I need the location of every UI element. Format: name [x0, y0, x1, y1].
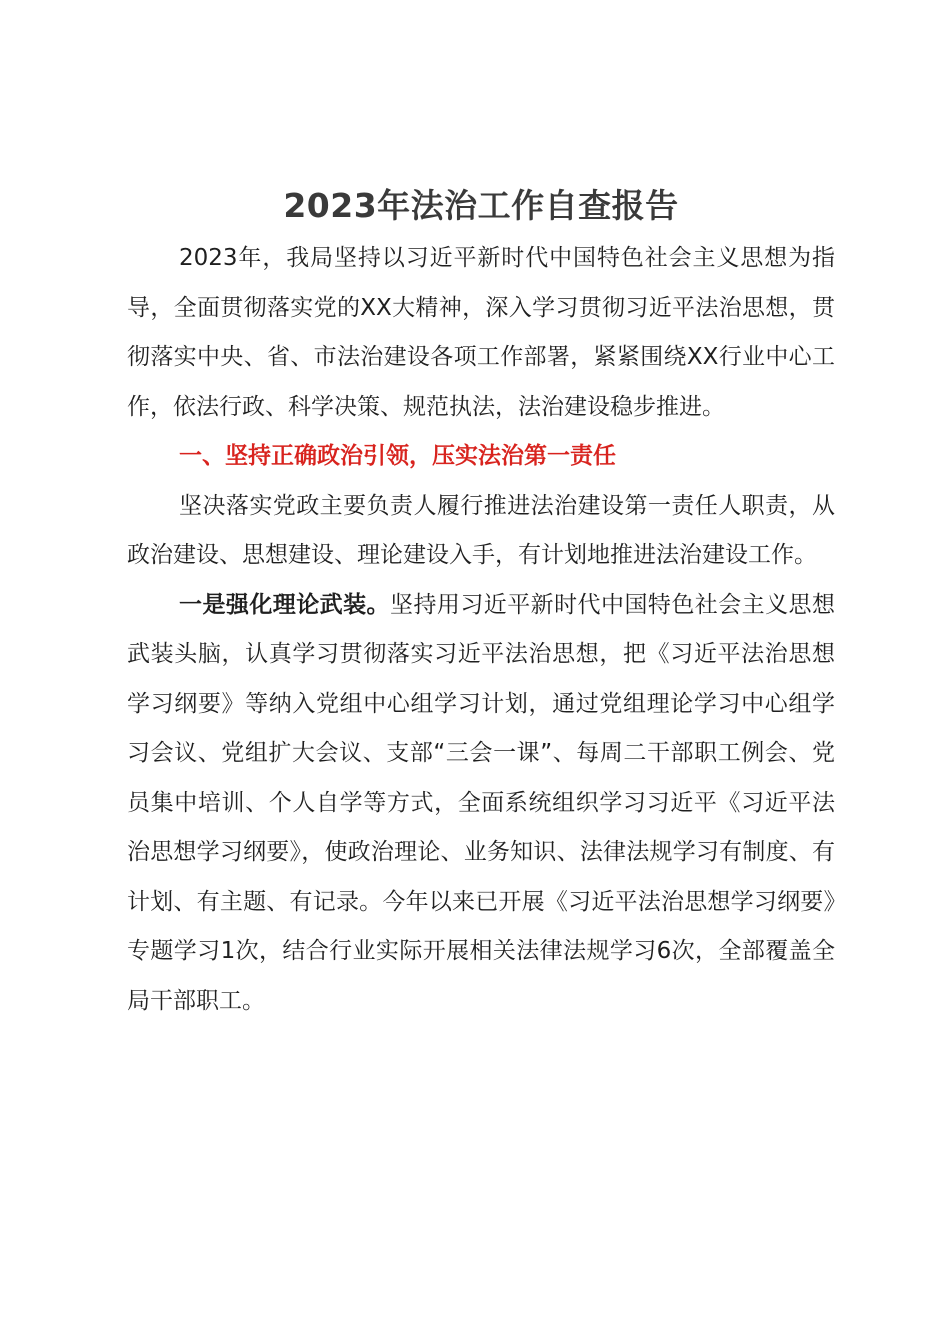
- section-heading-1: 一、坚持正确政治引领，压实法治第一责任: [179, 443, 616, 469]
- section-1-paragraph: 坚决落实党政主要负责人履行推进法治建设第一责任人职责，从政治建设、思想建设、理论建设入手，有计划地推进法治建设工作。: [127, 492, 835, 568]
- point-1-lead: 一是强化理论武装。: [179, 591, 390, 618]
- point-1-paragraph: [127, 581, 835, 1027]
- document-content: [127, 178, 835, 1026]
- point-1-body: 坚持用习近平新时代中国特色社会主义思想武装头脑，认真学习贯彻落实习近平法治思想，把《习近平法治思想学习纲要》等纳入党组中心组学习计划，通过党组理论学习中心组学习会议、党组扩大会议、支部“三会一课”、每周二干部职工例会、党员集中培训、个人自学等方式，全面系统组织学习习近平《习近平法治思想学习纲要》，使政治理论、业务知识、法律法规学习有制度、有计划、有主题、有记录。今年以来已开展《习近平法治思想学习纲要》专题学习1次，结合行业实际开展相关法律法规学习6次，全部覆盖全局干部职工。: [127, 591, 835, 1014]
- document-title: 2023年法治工作自查报告: [283, 186, 679, 225]
- intro-paragraph: 2023年，我局坚持以习近平新时代中国特色社会主义思想为指导，全面贯彻落实党的XX大精神，深入学习贯彻习近平法治思想，贯彻落实中央、省、市法治建设各项工作部署，紧紧围绕XX行业中心工作，依法行政、科学决策、规范执法，法治建设稳步推进。: [127, 245, 835, 420]
